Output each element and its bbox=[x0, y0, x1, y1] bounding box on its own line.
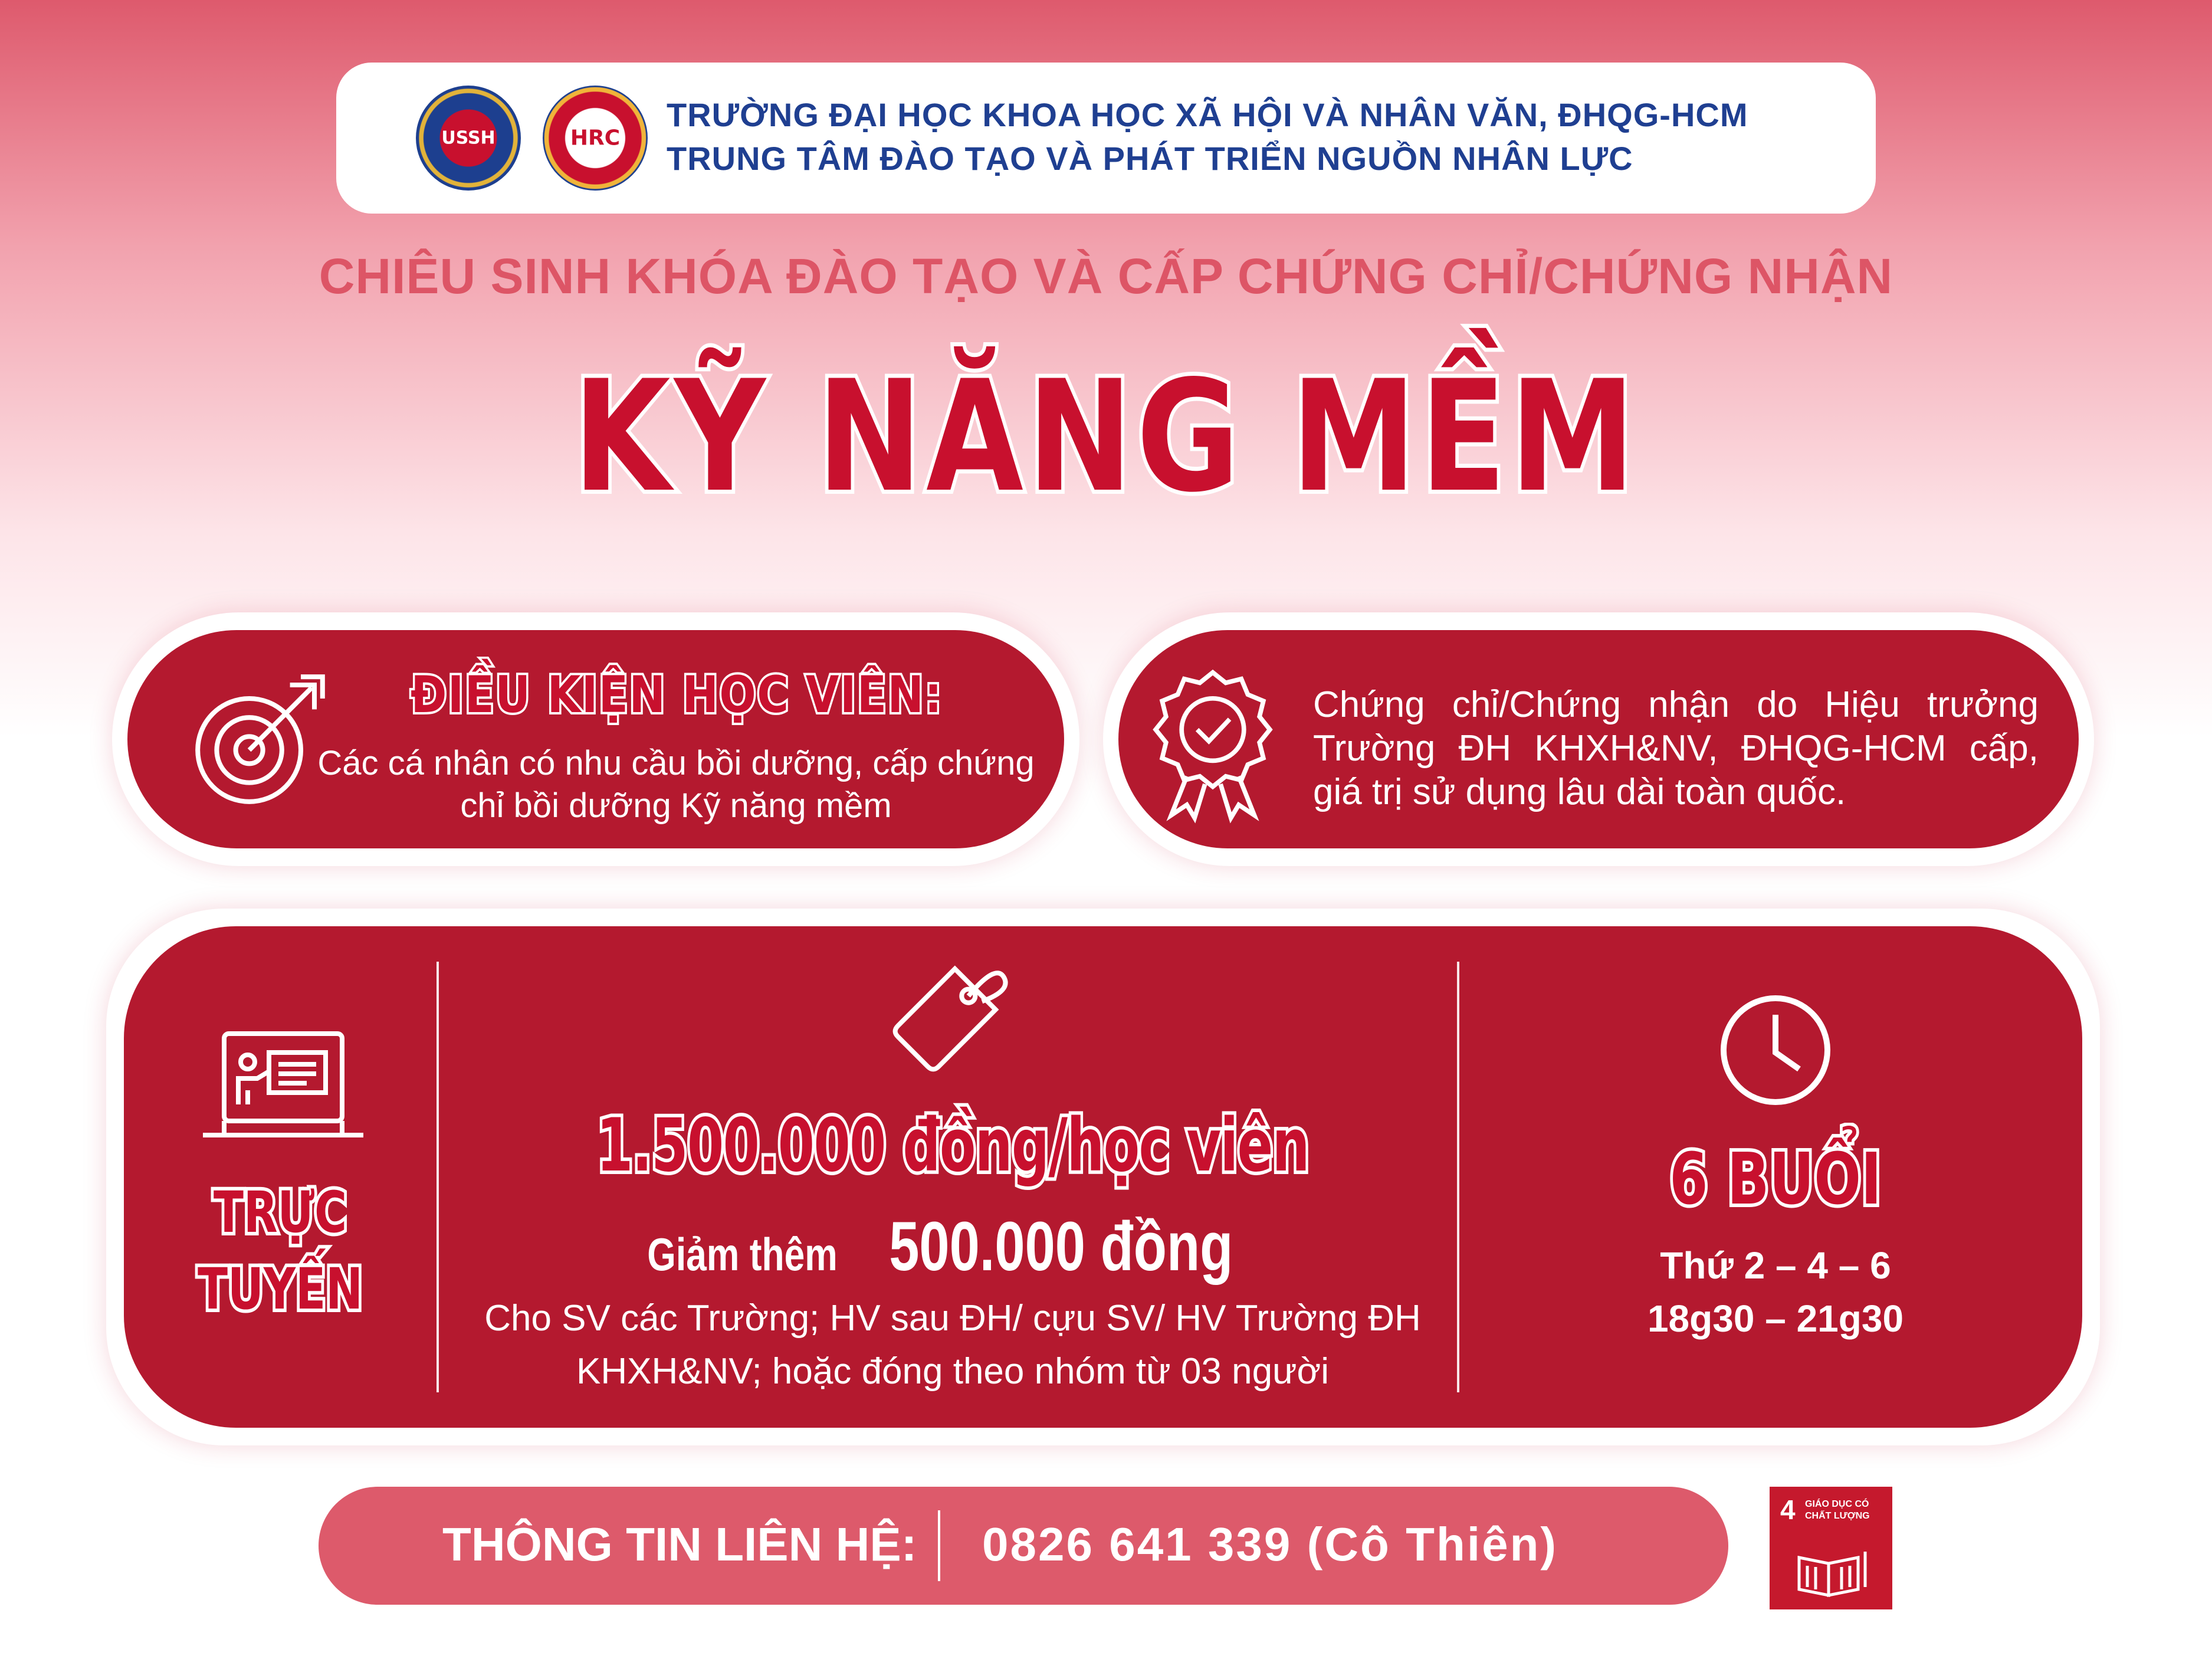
sdg-quality-education-badge bbox=[1770, 1487, 1892, 1609]
conditions-heading: ĐIỀU KIỆN HỌC VIÊN: bbox=[411, 665, 943, 724]
conditions-description: Các cá nhân có nhu cầu bồi dưỡng, cấp chứng chỉ bồi dưỡng Kỹ năng mềm bbox=[317, 744, 1035, 825]
university-name: TRƯỜNG ĐẠI HỌC KHOA HỌC XÃ HỘI VÀ NHÂN VĂN, ĐHQG-HCM bbox=[667, 96, 1748, 133]
conditions-pill-inner bbox=[127, 630, 1064, 848]
target-icon bbox=[192, 671, 328, 807]
schedule-time: 18g30 – 21g30 bbox=[1647, 1297, 1904, 1340]
schedule-days: Thứ 2 – 4 – 6 bbox=[1660, 1244, 1891, 1287]
conditions-pill bbox=[112, 612, 1079, 866]
contact-pill bbox=[319, 1487, 1728, 1605]
hrc-logo: HRC bbox=[543, 86, 648, 191]
discount-label: Giảm thêm bbox=[647, 1228, 838, 1280]
certificate-pill-inner bbox=[1118, 630, 2079, 848]
center-name: TRUNG TÂM ĐÀO TẠO VÀ PHÁT TRIỂN NGUỒN NHÂN LỰC bbox=[667, 140, 1633, 177]
discount-row bbox=[454, 1206, 1451, 1287]
subtitle: CHIÊU SINH KHÓA ĐÀO TẠO VÀ CẤP CHỨNG CHỈ/CHỨNG NHẬN bbox=[319, 248, 1893, 304]
schedule-times bbox=[1498, 1239, 2053, 1345]
header-text bbox=[667, 93, 1748, 181]
certificate-description: Chứng chỉ/Chứng nhận do Hiệu trưởng Trường ĐH KHXH&NV, ĐHQG-HCM cấp, giá trị sử dụng lâu dài toàn quốc. bbox=[1313, 684, 2039, 812]
online-class-icon bbox=[201, 1027, 366, 1156]
course-price: 1.500.000 đồng/học viên bbox=[596, 1103, 1309, 1188]
divider bbox=[1457, 962, 1459, 1392]
price-tag-icon bbox=[879, 950, 1015, 1086]
sdg-number: 4 bbox=[1780, 1494, 1796, 1525]
book-icon bbox=[1793, 1546, 1870, 1599]
divider bbox=[437, 962, 439, 1392]
contact-label: THÔNG TIN LIÊN HỆ: bbox=[442, 1518, 917, 1571]
header-card bbox=[336, 63, 1876, 214]
sdg-text: GIÁO DỤC CÓ CHẤT LƯỢNG bbox=[1805, 1499, 1870, 1521]
contact-phone[interactable]: 0826 641 339 (Cô Thiên) bbox=[982, 1518, 1558, 1571]
discount-value: 500.000 đồng bbox=[889, 1208, 1233, 1286]
info-bar bbox=[106, 909, 2100, 1445]
certificate-badge-icon bbox=[1148, 665, 1278, 825]
certificate-pill bbox=[1103, 612, 2094, 866]
session-count: 6 BUỔI bbox=[1669, 1139, 1882, 1221]
info-bar-inner bbox=[124, 926, 2082, 1428]
ussh-logo: USSH bbox=[416, 86, 521, 191]
main-title: KỸ NĂNG MỀM bbox=[573, 348, 1639, 526]
clock-icon bbox=[1717, 991, 1834, 1109]
discount-note: Cho SV các Trường; HV sau ĐH/ cựu SV/ HV Trường ĐH KHXH&NV; hoặc đóng theo nhóm từ 03 người bbox=[484, 1298, 1421, 1392]
contact-divider bbox=[938, 1510, 940, 1581]
online-format-label: TRỰC TUYẾN bbox=[198, 1179, 363, 1322]
